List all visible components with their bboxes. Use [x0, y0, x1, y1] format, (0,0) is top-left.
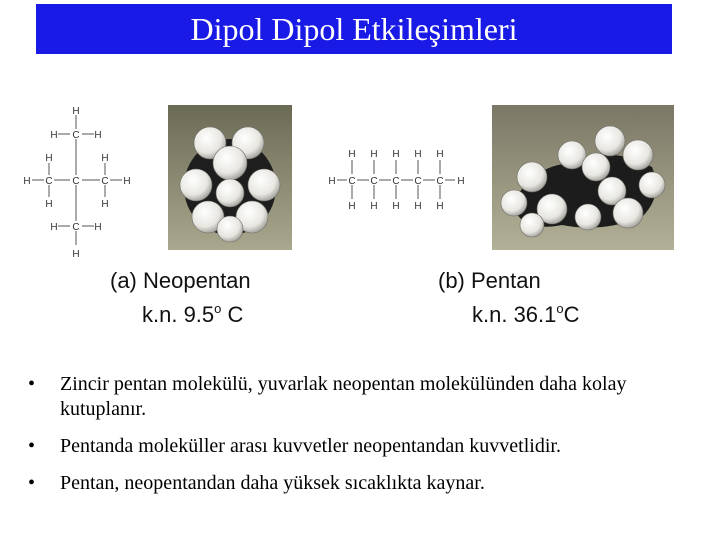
svg-text:H: H [348, 201, 356, 212]
svg-text:H: H [50, 222, 58, 233]
neopentan-label: (a) Neopentan [110, 268, 251, 293]
svg-text:H: H [370, 149, 378, 160]
degree-symbol: o [214, 301, 222, 316]
svg-text:H: H [457, 176, 465, 187]
svg-text:H: H [370, 201, 378, 212]
svg-text:C: C [392, 176, 400, 187]
svg-text:C: C [101, 176, 109, 187]
svg-text:H: H [414, 149, 422, 160]
pentan-structural-formula [326, 145, 476, 215]
svg-text:C: C [72, 130, 80, 141]
pentan-boiling-point [438, 295, 580, 329]
pentan-bp-unit: C [563, 302, 580, 327]
svg-text:H: H [23, 176, 31, 187]
svg-text:H: H [328, 176, 336, 187]
svg-text:H: H [123, 176, 131, 187]
svg-text:H: H [414, 201, 422, 212]
svg-text:C: C [72, 222, 80, 233]
bullet-item: • Pentanda moleküller arası kuvvetler neopentandan kuvvetlidir. [28, 434, 698, 459]
molecule-figure [0, 95, 720, 335]
bullet-item: • Pentan, neopentandan daha yüksek sıcaklıkta kaynar. [28, 471, 698, 496]
svg-text:H: H [94, 130, 102, 141]
svg-text:H: H [436, 201, 444, 212]
svg-text:C: C [72, 176, 80, 187]
svg-text:H: H [392, 201, 400, 212]
svg-text:H: H [50, 130, 58, 141]
neopentan-bp-value: k.n. 9.5 [142, 302, 215, 327]
pentan-model-photo [492, 105, 674, 250]
svg-text:H: H [392, 149, 400, 160]
bullet-list [28, 372, 698, 508]
svg-text:H: H [94, 222, 102, 233]
slide-title: Dipol Dipol Etkileşimleri [36, 4, 672, 54]
pentan-bp-value: k.n. 36.1 [472, 302, 557, 327]
svg-text:H: H [348, 149, 356, 160]
neopentan-bp-unit: C [221, 302, 244, 327]
neopentan-caption [110, 267, 251, 329]
svg-text:C: C [348, 176, 356, 187]
pentan-label: (b) Pentan [438, 268, 541, 293]
pentan-caption [438, 267, 580, 329]
neopentan-boiling-point [110, 295, 251, 329]
bullet-item: • Zincir pentan molekülü, yuvarlak neopentan molekülünden daha kolay kutuplanır. [28, 372, 698, 422]
svg-text:C: C [45, 176, 53, 187]
svg-text:H: H [45, 153, 53, 164]
svg-text:H: H [101, 199, 109, 210]
svg-text:H: H [436, 149, 444, 160]
svg-text:H: H [72, 106, 80, 117]
svg-text:H: H [72, 249, 80, 260]
svg-text:H: H [45, 199, 53, 210]
svg-text:H: H [101, 153, 109, 164]
degree-symbol: o [556, 301, 564, 316]
neopentan-structural-formula [14, 105, 144, 265]
svg-text:C: C [414, 176, 422, 187]
neopentan-model-photo [168, 105, 292, 250]
svg-text:C: C [370, 176, 378, 187]
svg-text:C: C [436, 176, 444, 187]
